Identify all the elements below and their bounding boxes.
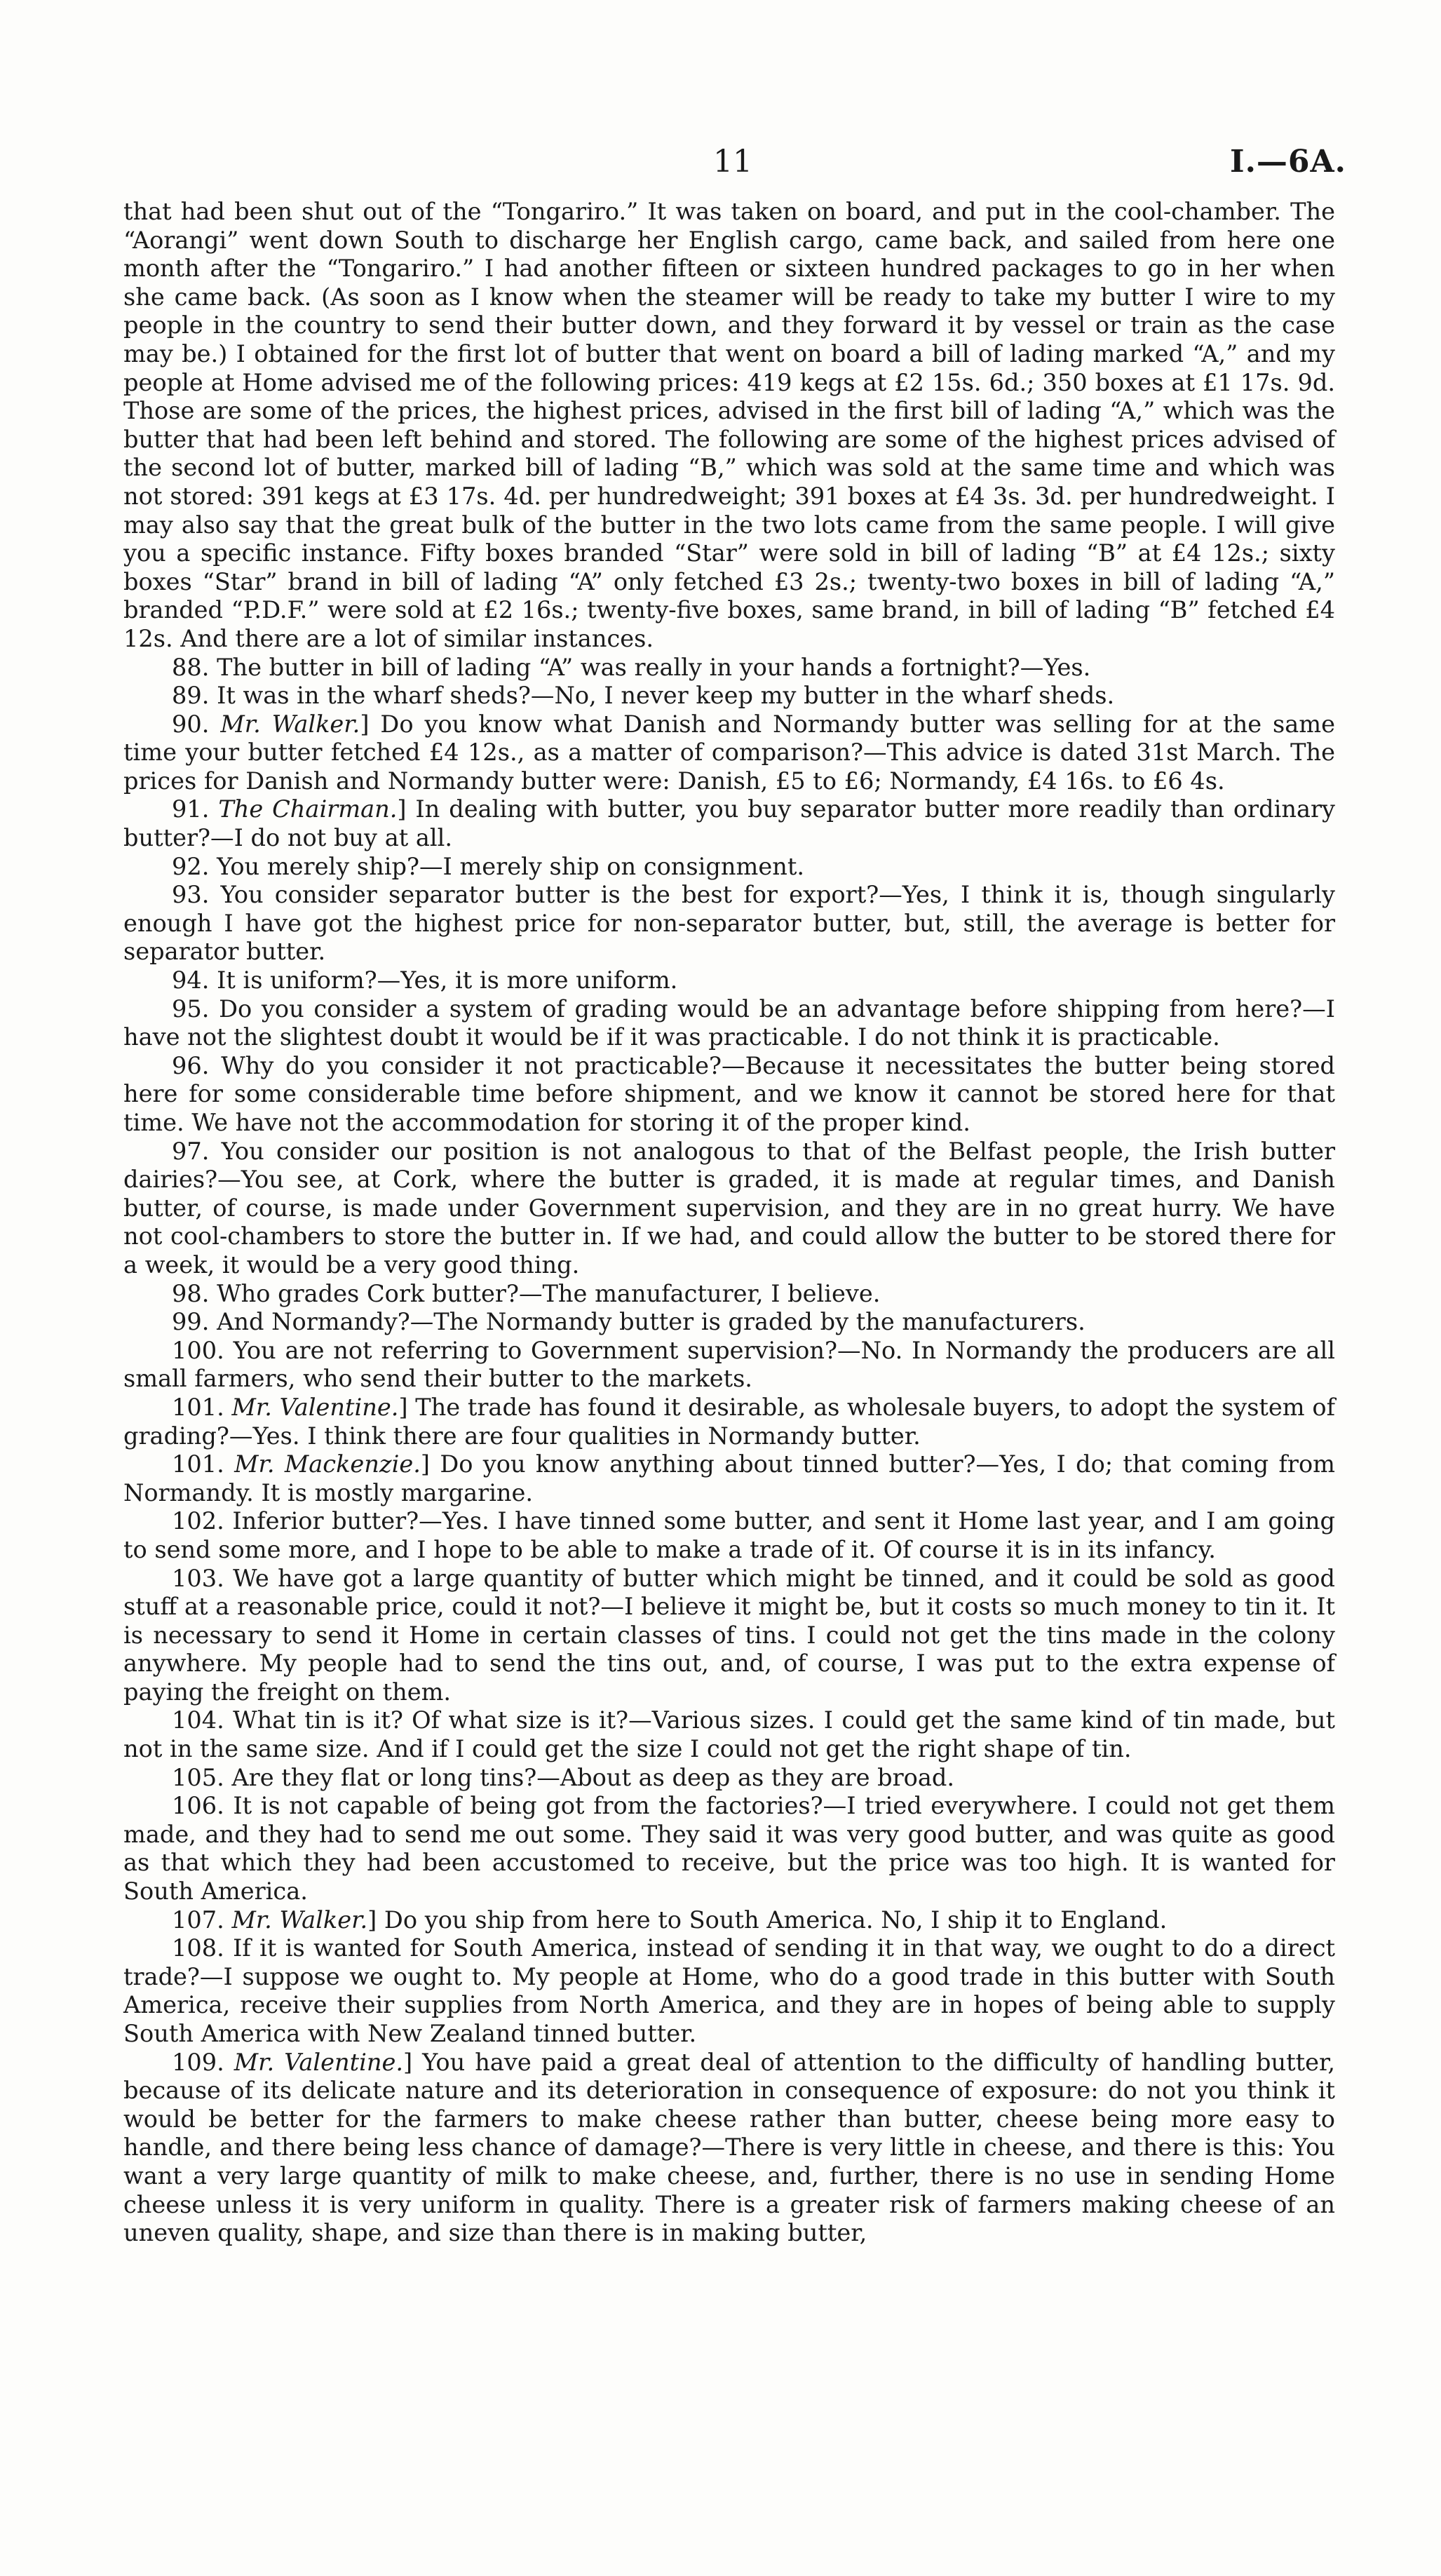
- paragraph-q105: [123, 1764, 1335, 1793]
- paragraph-q109: [123, 2049, 1335, 2248]
- speaker-name: Mr. Walker.: [220, 710, 360, 738]
- question-number: 107.: [172, 1906, 232, 1934]
- paragraph-text: ] In dealing with butter, you buy separator butter more readily than ordinary butter?—I do not buy at all.: [123, 795, 1336, 852]
- paragraph-text: 93. You consider separator butter is the best for export?—Yes, I think it is, though singularly enough I have got the highest price for non-separator butter, but, still, the average is better for separator butter.: [123, 881, 1335, 966]
- paragraph-q97: [123, 1138, 1335, 1280]
- question-number: 109.: [172, 2048, 234, 2076]
- page-number: 11: [713, 144, 752, 180]
- paragraph-q88: [123, 654, 1335, 682]
- paragraph-q100: [123, 1337, 1335, 1394]
- paragraph-q101b: [123, 1450, 1335, 1507]
- paragraph-text: 97. You consider our position is not analogous to that of the Belfast people, the Irish butter dairies?—You see, at Cork, where the butter is graded, it is made at regular times, and Danish butter, of course, is made under Government supervision, and they are in no great hurry. We have not cool-chambers to store the butter in. If we had, and could allow the butter to be stored there for a week, it would be a very good thing.: [123, 1137, 1335, 1279]
- question-number: 91.: [172, 795, 219, 823]
- paragraph-continuation: [123, 198, 1335, 654]
- speaker-name: Mr. Valentine.: [231, 1393, 399, 1421]
- paragraph-q95: [123, 995, 1335, 1052]
- paragraph-text: 108. If it is wanted for South America, instead of sending it in that way, we ought to do a direct trade?—I suppose we ought to. My people at Home, who do a good trade in this butter with South America, receive their supplies from North America, and they are in hopes of being able to supply South America with New Zealand tinned butter.: [123, 1934, 1335, 2047]
- paragraph-text: 103. We have got a large quantity of butter which might be tinned, and it could be sold as good stuff at a reasonable price, could it not?—I believe it might be, but it costs so much money to tin it. It is necessary to send it Home in certain classes of tins. I could not get the tins made in the colony anywhere. My people had to send the tins out, and, of course, I was put to the extra expense of paying the freight on them.: [123, 1564, 1335, 1706]
- paragraph-q99: [123, 1308, 1335, 1337]
- document-body: [123, 198, 1335, 2248]
- paragraph-q108: [123, 1934, 1335, 2048]
- paragraph-q107: [123, 1906, 1335, 1935]
- paragraph-text: 95. Do you consider a system of grading would be an advantage before shipping from here?—I have not the slightest doubt it would be if it was practicable. I do not think it is practicable.: [123, 994, 1335, 1051]
- paragraph-text: 106. It is not capable of being got from the factories?—I tried everywhere. I could not get them made, and they had to send me out some. They said it was very good butter, and was quite as good as that which they had been accustomed to receive, but the price was too high. It is wanted for South America.: [123, 1792, 1335, 1906]
- paragraph-q106: [123, 1792, 1335, 1906]
- paragraph-q91: [123, 795, 1335, 852]
- paragraph-text: 92. You merely ship?—I merely ship on consignment.: [172, 852, 805, 880]
- paragraph-text: that had been shut out of the “Tongariro.” It was taken on board, and put in the cool-chamber. The “Aorangi” went down South to discharge her English cargo, came back, and sailed from here one month after the “Tongariro.” I had another fifteen or sixteen hundred packages to go in her when she came back. (As soon as I know when the steamer will be ready to take my butter I wire to my people in the country to send their butter down, and they forward it by vessel or train as the case may be.) I obtained for the first lot of butter that went on board a bill of lading marked “A,” and my people at Home advised me of the following prices: 419 kegs at £2 15s. 6d.; 350 boxes at £1 17s. 9d. Those are some of the prices, the highest prices, advised in the first bill of lading “A,” which was the butter that had been left behind and stored. The following are some of the highest prices advised of the second lot of butter, marked bill of lading “B,” which was sold at the same time and which was not stored: 391 kegs at £3 17s. 4d. per hundredweight; 391 boxes at £4 3s. 3d. per hundredweight. I may also say that the great bulk of the butter in the two lots came from the same people. I will give you a specific instance. Fifty boxes branded “Star” were sold in bill of lading “B” at £4 12s.; sixty boxes “Star” brand in bill of lading “A” only fetched £3 2s.; twenty-two boxes in bill of lading “A,” branded “P.D.F.” were sold at £2 16s.; twenty-five boxes, same brand, in bill of lading “B” fetched £4 12s. And there are a lot of similar instances.: [123, 198, 1335, 652]
- paragraph-q93: [123, 881, 1335, 966]
- paragraph-q104: [123, 1706, 1335, 1763]
- paragraph-text: 89. It was in the wharf sheds?—No, I never keep my butter in the wharf sheds.: [172, 682, 1115, 710]
- page-header: [119, 144, 1346, 186]
- paragraph-text: ] Do you know what Danish and Normandy butter was selling for at the same time your butter fetched £4 12s., as a matter of comparison?—This advice is dated 31st March. The prices for Danish and Normandy butter were: Danish, £5 to £6; Normandy, £4 16s. to £6 4s.: [123, 710, 1336, 795]
- paragraph-q96: [123, 1052, 1335, 1138]
- paragraph-text: 88. The butter in bill of lading “A” was really in your hands a fortnight?—Yes.: [172, 653, 1091, 681]
- question-number: 101.: [172, 1393, 232, 1421]
- paragraph-text: 100. You are not referring to Government supervision?—No. In Normandy the producers are all small farmers, who send their butter to the markets.: [123, 1336, 1335, 1393]
- paragraph-text: 99. And Normandy?—The Normandy butter is graded by the manufacturers.: [172, 1308, 1085, 1336]
- paragraph-text: 105. Are they flat or long tins?—About as deep as they are broad.: [172, 1763, 955, 1791]
- paragraph-q102: [123, 1507, 1335, 1564]
- paragraph-text: 104. What tin is it? Of what size is it?—Various sizes. I could get the same kind of tin made, but not in the same size. And if I could get the size I could not get the right shape of tin.: [123, 1706, 1335, 1763]
- paragraph-text: ] You have paid a great deal of attention to the difficulty of handling butter, because of its delicate nature and its deterioration in consequence of exposure: do not you think it would be better for the farmers to make cheese rather than butter, cheese being more easy to handle, and there being less chance of damage?—There is very little in cheese, and there is this: You want a very large quantity of milk to make cheese, and, further, there is no use in sending Home cheese unless it is very uniform in quality. There is a greater risk of farmers making cheese of an uneven quality, shape, and size than there is in making butter,: [123, 2048, 1335, 2247]
- paragraph-q103: [123, 1565, 1335, 1707]
- paragraph-q94: [123, 966, 1335, 995]
- document-reference: I.—6A.: [1230, 144, 1346, 180]
- speaker-name: Mr. Walker.: [231, 1906, 368, 1934]
- paragraph-q90: [123, 710, 1335, 796]
- paragraph-text: ] Do you ship from here to South America. No, I ship it to England.: [367, 1906, 1168, 1934]
- paragraph-q89: [123, 682, 1335, 710]
- speaker-name: The Chairman.: [218, 795, 398, 823]
- question-number: 101.: [172, 1450, 235, 1478]
- paragraph-text: 102. Inferior butter?—Yes. I have tinned some butter, and sent it Home last year, and I am going to send some more, and I hope to be able to make a trade of it. Of course it is in its infancy.: [123, 1507, 1335, 1563]
- paragraph-text: 94. It is uniform?—Yes, it is more uniform.: [172, 966, 678, 994]
- paragraph-text: 98. Who grades Cork butter?—The manufacturer, I believe.: [172, 1279, 881, 1307]
- speaker-name: Mr. Valentine.: [234, 2048, 404, 2076]
- paragraph-text: 96. Why do you consider it not practicable?—Because it necessitates the butter being stored here for some considerable time before shipment, and we know it cannot be stored here for that time. We have not the accommodation for storing it of the proper kind.: [123, 1051, 1335, 1136]
- question-number: 90.: [172, 710, 221, 738]
- paragraph-text: ] Do you know anything about tinned butter?—Yes, I do; that coming from Normandy. It is mostly margarine.: [123, 1450, 1335, 1506]
- paragraph-text: ] The trade has found it desirable, as wholesale buyers, to adopt the system of grading?—Yes. I think there are four qualities in Normandy butter.: [123, 1393, 1336, 1450]
- paragraph-q98: [123, 1280, 1335, 1309]
- paragraph-q92: [123, 853, 1335, 882]
- speaker-name: Mr. Mackenzie.: [234, 1450, 421, 1478]
- paragraph-q101a: [123, 1394, 1335, 1450]
